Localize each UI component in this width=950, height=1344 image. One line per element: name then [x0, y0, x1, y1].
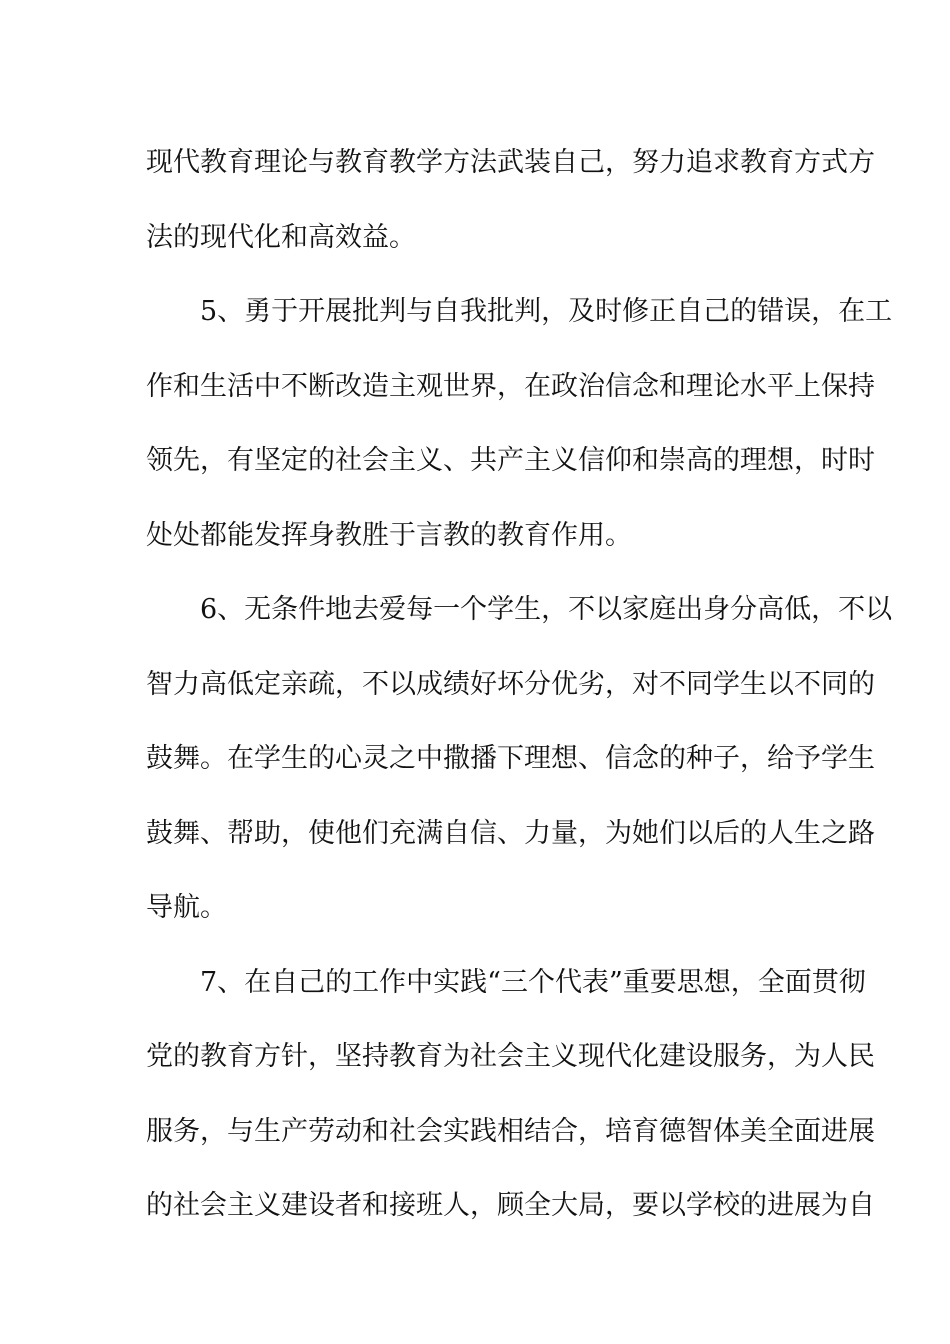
body-text	[146, 126, 893, 1244]
paragraph-7-line: 7、在自己的工作中实践“三个代表”重要思想，全面贯彻	[146, 966, 866, 998]
text-line: 鼓舞。在学生的心灵之中撒播下理想、信念的种子，给予学生	[146, 743, 875, 774]
text-line: 党的教育方针，坚持教育为社会主义现代化建设服务，为人民	[146, 1041, 875, 1072]
paragraph-6-line: 6、无条件地去爱每一个学生，不以家庭出身分高低，不以	[146, 594, 893, 625]
text-line: 的社会主义建设者和接班人，顾全大局，要以学校的进展为自	[146, 1190, 875, 1221]
text-line: 服务，与生产劳动和社会实践相结合，培育德智体美全面进展	[146, 1115, 875, 1147]
text-line: 鼓舞、帮助，使他们充满自信、力量，为她们以后的人生之路	[146, 817, 875, 849]
paragraph-5-line: 5、勇于开展批判与自我批判，及时修正自己的错误，在工	[146, 296, 893, 327]
text-line: 导航。	[146, 892, 227, 923]
text-line: 法的现代化和高效益。	[146, 221, 416, 253]
text-line: 处处都能发挥身教胜于言教的教育作用。	[146, 519, 632, 551]
text-line: 智力高低定亲疏，不以成绩好坏分优劣，对不同学生以不同的	[146, 668, 875, 700]
text-line: 现代教育理论与教育教学方法武装自己，努力追求教育方式方	[146, 147, 875, 178]
text-line: 领先，有坚定的社会主义、共产主义信仰和崇高的理想，时时	[146, 445, 875, 476]
text-line: 作和生活中不断改造主观世界，在政治信念和理论水平上保持	[146, 370, 875, 402]
